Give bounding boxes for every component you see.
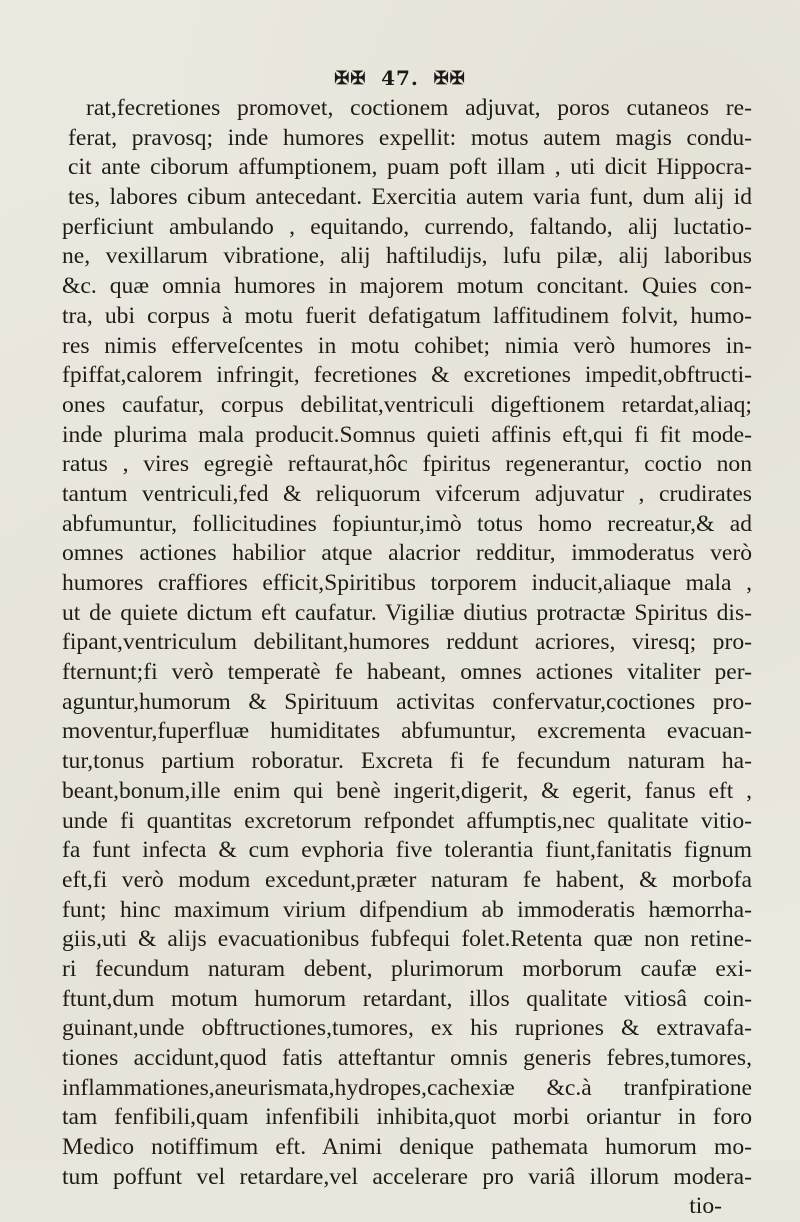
body-text	[62, 94, 752, 1222]
text-line: tantum ventriculi,fed & reliquorum vifcerum adjuvatur , crudirates	[62, 480, 752, 507]
page-number: 47.	[381, 66, 419, 90]
text-line: res nimis efferveſcentes in motu cohibet; nimia verò humores in-	[62, 332, 752, 359]
ornament-right-icon: ✠✠	[433, 67, 466, 89]
text-line: unde fi quantitas excretorum refpondet affumptis,nec qualitate vitio-	[62, 807, 752, 834]
text-line: beant,bonum,ille enim qui benè ingerit,digerit, & egerit, fanus eft ,	[62, 777, 752, 804]
text-line: eft,fi verò modum excedunt,præter naturam fe habent, & morbofa	[62, 866, 752, 893]
text-line: aguntur,humorum & Spirituum activitas confervatur,coctiones pro-	[62, 688, 752, 715]
text-line: inde plurima mala producit.Somnus quieti affinis eft,qui fi fit mode-	[62, 421, 752, 448]
text-line: omnes actiones habilior atque alacrior redditur, immoderatus verò	[62, 540, 752, 567]
ornament-left-icon: ✠✠	[334, 67, 367, 89]
text-line: &c. quæ omnia humores in majorem motum concitant. Quies con-	[62, 273, 752, 300]
text-line: fpiffat,calorem infringit, fecretiones & excretiones impedit,obftructi-	[62, 362, 752, 389]
catchword: tio-	[689, 1193, 722, 1220]
text-line: fternunt;fi verò temperatè fe habeant, omnes actiones vitaliter per-	[62, 659, 752, 686]
text-line: tiones accidunt,quod fatis atteftantur omnis generis febres,tumores,	[62, 1045, 752, 1071]
text-line: tes, labores cibum antecedant. Exercitia autem varia funt, dum alij id	[68, 184, 752, 211]
page-header	[0, 64, 800, 90]
text-line: funt; hinc maximum virium difpendium ab immoderatis hæmorrha-	[62, 896, 752, 923]
text-line: ne, vexillarum vibratione, alij haftiludijs, lufu pilæ, alij laboribus	[62, 243, 752, 270]
text-line: tur,tonus partium roboratur. Excreta fi fe fecundum naturam ha-	[62, 748, 752, 775]
text-line: inflammationes,aneurismata,hydropes,cachexiæ &c.à tranfpiratione	[62, 1074, 752, 1101]
text-line: moventur,fuperfluæ humiditates abfumuntur, excrementa evacuan-	[62, 718, 752, 745]
text-line: Medico notiffimum eft. Animi denique pathemata humorum mo-	[62, 1134, 752, 1161]
text-line: tam fenfibili,quam infenfibili inhibita,quot morbi oriantur in foro	[62, 1104, 752, 1131]
text-line: cit ante ciborum affumptionem, puam poft illam , uti dicit Hippocra-	[68, 154, 752, 181]
text-line: humores craffiores efficit,Spiritibus torporem inducit,aliaque mala ,	[62, 570, 752, 596]
text-line: tra, ubi corpus à motu fuerit defatigatum laffitudinem folvit, humo-	[62, 302, 752, 329]
text-line: ftunt,dum motum humorum retardant, illos qualitate vitiosâ coin-	[62, 985, 752, 1012]
text-line: ut de quiete dictum eft caufatur. Vigiliæ diutius protractæ Spiritus dis-	[62, 599, 752, 626]
text-line: ferat, pravosq; inde humores expellit: motus autem magis condu-	[68, 124, 752, 151]
text-line: ratus , vires egregiè reftaurat,hôc fpiritus regenerantur, coctio non	[62, 451, 752, 478]
text-line: ri fecundum naturam debent, plurimorum morborum caufæ exi-	[62, 955, 752, 982]
text-line: tum poffunt vel retardare,vel accelerare pro variâ illorum modera-	[62, 1163, 752, 1190]
text-line: fipant,ventriculum debilitant,humores reddunt acriores, viresq; pro-	[62, 629, 752, 656]
text-line: ones caufatur, corpus debilitat,ventriculi digeftionem retardat,aliaq;	[62, 391, 752, 418]
text-line: abfumuntur, follicitudines fopiuntur,imò totus homo recreatur,& ad	[62, 510, 752, 537]
text-line: perficiunt ambulando , equitando, currendo, faltando, alij luctatio-	[62, 213, 752, 240]
text-line: guinant,unde obftructiones,tumores, ex his rupriones & extravafa-	[62, 1015, 752, 1042]
text-line: giis,uti & alijs evacuationibus fubfequi folet.Retenta quæ non retine-	[62, 926, 752, 953]
text-line: rat,fecretiones promovet, coctionem adjuvat, poros cutaneos re-	[86, 95, 752, 121]
text-line: fa funt infecta & cum evphoria five tolerantia fiunt,fanitatis fignum	[62, 837, 752, 864]
